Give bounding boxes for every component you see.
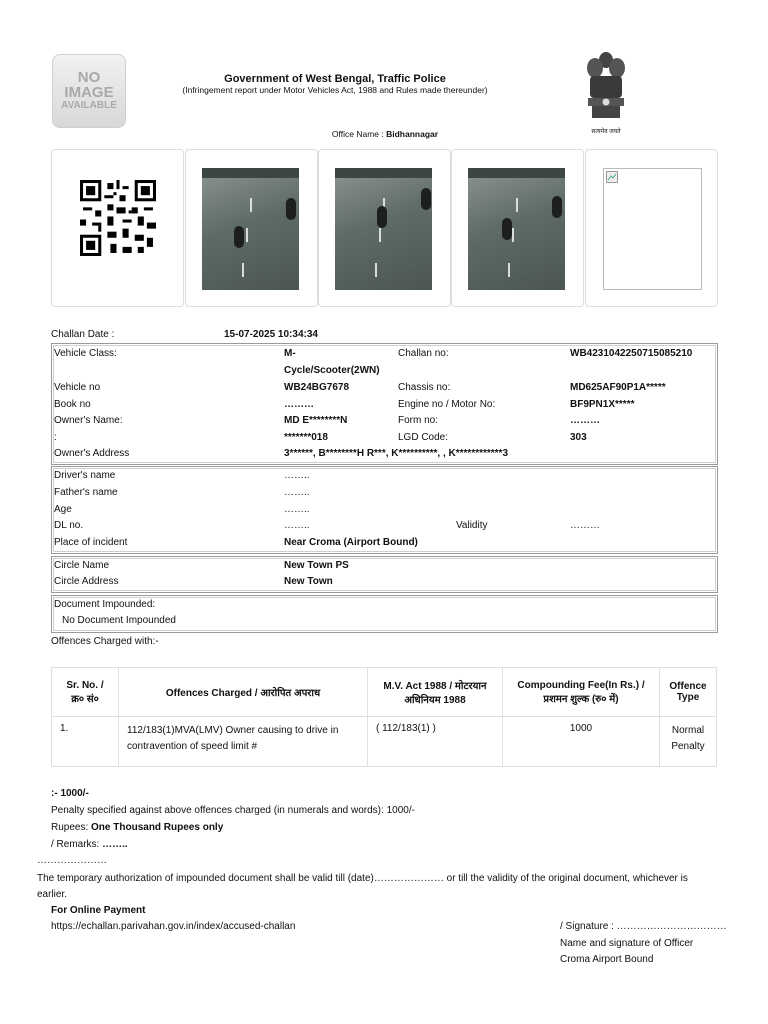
sr-no-cell: 1. — [52, 717, 119, 767]
owner-name-value-1: MD E********N — [284, 415, 348, 426]
father-name-value: …….. — [284, 487, 310, 498]
chassis-no-label: Chassis no: — [398, 382, 451, 393]
temporary-authorization-text: The temporary authorization of impounded document shall be valid till (date)………………… or till the validity of the original document, whichever is earlier. — [37, 873, 688, 900]
vehicle-no-value: WB24BG7678 — [284, 382, 350, 393]
form-no-label: Form no: — [398, 415, 439, 426]
offence-type-cell: Normal Penalty — [660, 717, 717, 767]
offences-table — [51, 667, 717, 767]
officer-signature-label: Name and signature of Officer — [560, 938, 694, 949]
place-of-incident-value: Near Croma (Airport Bound) — [284, 537, 418, 548]
owner-name-label: Owner's Name: — [54, 415, 123, 426]
engine-no-label: Engine no / Motor No: — [398, 399, 496, 410]
table-row — [52, 717, 717, 767]
circle-name-label: Circle Name — [54, 560, 110, 571]
owner-name-continuation-label: : — [54, 432, 57, 443]
owner-name-value-2: *******018 — [284, 432, 328, 443]
page-subtitle: (Infringement report under Motor Vehicles Act, 1988 and Rules made thereunder) — [182, 85, 488, 95]
qr-code-tile — [51, 149, 184, 307]
age-label: Age — [54, 504, 72, 515]
remarks-line — [51, 839, 128, 850]
lgd-code-value: 303 — [570, 432, 587, 443]
office-value: Bidhannagar — [386, 129, 439, 139]
no-image-placeholder — [52, 54, 126, 128]
dl-no-label: DL no. — [54, 520, 84, 531]
lgd-code-label: LGD Code: — [398, 432, 449, 443]
fee-cell: 1000 — [503, 717, 660, 767]
office-name — [260, 129, 510, 139]
evidence-photo-tile-3 — [451, 149, 584, 307]
evidence-photo-tile-1 — [185, 149, 318, 307]
place-of-incident-label: Place of incident — [54, 537, 128, 548]
broken-image-icon — [603, 168, 702, 290]
col-fee: Compounding Fee(In Rs.) / प्रशमन शुल्क (रु० में) — [503, 668, 660, 717]
evidence-photo-1 — [202, 168, 299, 290]
broken-image-tile — [585, 149, 718, 307]
signature-label: / Signature : …………………………… — [560, 921, 727, 932]
rupees-value: One Thousand Rupees only — [91, 822, 224, 833]
penalty-text: Penalty specified against above offences charged (in numerals and words): 1000/- — [51, 805, 415, 816]
dots-line: ………………… — [37, 855, 107, 866]
chassis-no-value: MD625AF90P1A***** — [570, 382, 666, 393]
document-impounded-value: No Document Impounded — [62, 615, 176, 626]
online-payment-link[interactable]: https://echallan.parivahan.gov.in/index/accused-challan — [51, 921, 296, 932]
office-label: Office Name : — [331, 129, 384, 139]
circle-address-label: Circle Address — [54, 576, 119, 587]
circle-details-box — [51, 556, 718, 593]
col-mv-act: M.V. Act 1988 / मोटरयान अधिनियम 1988 — [368, 668, 503, 717]
validity-label: Validity — [456, 520, 488, 531]
challan-date-label: Challan Date : — [51, 329, 115, 340]
no-image-text-3: AVAILABLE — [61, 100, 117, 111]
remarks-value: …….. — [102, 839, 128, 850]
col-sr-no: Sr. No. / क्र० सं० — [52, 668, 119, 717]
col-offence-type: Offence Type — [660, 668, 717, 717]
evidence-photo-tile-2 — [318, 149, 451, 307]
validity-value: ……… — [570, 520, 600, 531]
vehicle-no-label: Vehicle no — [54, 382, 101, 393]
remarks-label: / Remarks: — [51, 839, 100, 850]
page-title: Government of West Bengal, Traffic Police — [224, 73, 446, 85]
father-name-label: Father's name — [54, 487, 118, 498]
owner-address-value: 3******, B********H R***, K**********, , K************3 — [284, 448, 509, 459]
vehicle-class-value-2: Cycle/Scooter(2WN) — [284, 365, 380, 376]
evidence-photo-3 — [468, 168, 565, 290]
offence-cell: 112/183(1)MVA(LMV) Owner causing to drive in contravention of speed limit # — [119, 717, 368, 767]
officer-place: Croma Airport Bound — [560, 954, 654, 965]
col-offence: Offences Charged / आरोपित अपराध — [119, 668, 368, 717]
mv-act-cell: ( 112/183(1) ) — [368, 717, 503, 767]
circle-address-value: New Town — [284, 576, 333, 587]
national-emblem-icon — [582, 50, 630, 134]
total-amount: :- 1000/- — [51, 788, 89, 799]
age-value: …….. — [284, 504, 310, 515]
challan-no-label: Challan no: — [398, 348, 449, 359]
vehicle-class-value-1: M- — [284, 348, 296, 359]
rupees-line — [51, 822, 223, 833]
dl-no-value: …….. — [284, 520, 310, 531]
document-impounded-label: Document Impounded: — [54, 599, 156, 610]
vehicle-class-label: Vehicle Class: — [54, 348, 117, 359]
form-no-value: ……… — [570, 415, 600, 426]
rupees-label: Rupees: — [51, 822, 89, 833]
offences-heading: Offences Charged with:- — [51, 636, 159, 647]
online-payment-label: For Online Payment — [51, 905, 146, 916]
circle-name-value: New Town PS — [284, 560, 349, 571]
emblem-motto: सत्यमेव जयते — [591, 129, 621, 135]
challan-no-value: WB4231042250715085210 — [570, 348, 693, 359]
offences-header-row — [52, 668, 717, 717]
no-image-text-1: NO — [77, 69, 101, 86]
driver-name-label: Driver's name — [54, 470, 116, 481]
book-no-value: ……… — [284, 399, 314, 410]
engine-no-value: BF9PN1X***** — [570, 399, 635, 410]
driver-name-value: …….. — [284, 470, 310, 481]
no-image-text-2: IMAGE — [64, 84, 114, 101]
book-no-label: Book no — [54, 399, 91, 410]
qr-code-icon — [80, 180, 156, 256]
evidence-photo-2 — [335, 168, 432, 290]
owner-address-label: Owner's Address — [54, 448, 130, 459]
challan-date-value: 15-07-2025 10:34:34 — [224, 329, 318, 340]
